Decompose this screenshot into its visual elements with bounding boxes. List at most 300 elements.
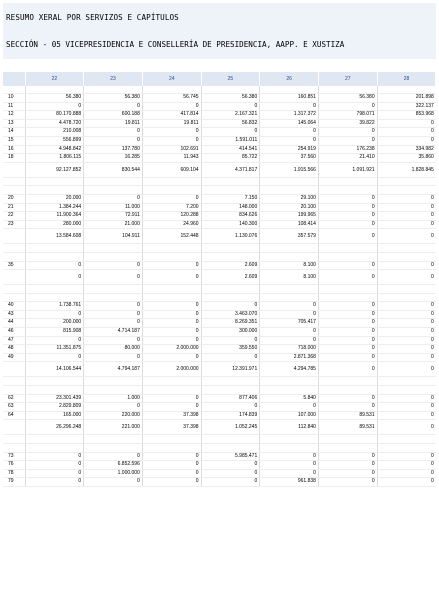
row-code-cell [3,435,25,444]
value-cell: 0 [201,461,260,470]
value-cell: 14.106.544 [25,362,84,377]
value-cell [377,444,436,453]
value-cell: 2.871.368 [260,353,319,362]
row-code-cell: 15 [3,136,25,145]
value-cell: 0 [260,452,319,461]
row-code-cell [3,377,25,386]
value-cell: 39.822 [318,119,377,128]
value-cell: 300.000 [201,328,260,337]
value-cell [25,177,84,186]
value-cell: 0 [142,336,201,345]
spacer-row [3,244,436,253]
value-cell: 80.170.888 [25,111,84,120]
value-cell: 5.985.471 [201,452,260,461]
value-cell [318,377,377,386]
value-cell [318,293,377,302]
value-cell: 174.839 [201,411,260,420]
value-cell: 0 [25,461,84,470]
value-cell: 102.691 [142,145,201,154]
row-code-cell [3,252,25,261]
row-code-cell: 79 [3,478,25,487]
value-cell: 92.127.852 [25,162,84,177]
value-cell: 0 [260,302,319,311]
table-row [3,353,436,362]
value-cell [260,435,319,444]
row-code-cell [3,244,25,253]
value-cell: 107.000 [260,411,319,420]
row-code-cell: 14 [3,128,25,137]
row-code-cell [3,293,25,302]
value-cell [142,386,201,395]
summary-table [3,72,436,487]
value-cell: 359.550 [201,345,260,354]
value-cell: 210.008 [25,128,84,137]
value-cell: 0 [142,261,201,270]
value-cell: 0 [84,319,143,328]
value-cell: 0 [318,220,377,229]
spacer-row [3,293,436,302]
value-cell: 0 [201,302,260,311]
value-cell: 0 [84,478,143,487]
value-cell: 1.915.566 [260,162,319,177]
value-cell: 0 [201,336,260,345]
value-cell: 37.560 [260,154,319,163]
value-cell: 877.406 [201,394,260,403]
value-cell: 0 [377,220,436,229]
column-header: 23 [84,72,143,86]
value-cell: 112.840 [260,420,319,435]
value-cell: 1.806.115 [25,154,84,163]
value-cell: 12.391.971 [201,362,260,377]
value-cell: 19.811 [142,119,201,128]
row-code-cell [3,420,25,435]
value-cell [25,244,84,253]
value-cell: 705.417 [260,319,319,328]
value-cell: 0 [377,136,436,145]
value-cell [318,86,377,94]
report-header [3,3,436,59]
spacer-row [3,377,436,386]
value-cell: 3.463.070 [201,310,260,319]
value-cell: 0 [260,403,319,412]
value-cell: 0 [377,362,436,377]
value-cell: 417.814 [142,111,201,120]
value-cell: 8.100 [260,261,319,270]
value-cell: 0 [318,270,377,285]
value-cell: 0 [377,119,436,128]
row-code-cell: 11 [3,102,25,111]
table-row [3,310,436,319]
value-cell [201,177,260,186]
value-cell: 1.828.845 [377,162,436,177]
value-cell: 4.371.817 [201,162,260,177]
value-cell: 0 [142,403,201,412]
value-cell [260,186,319,195]
spacer-row [3,177,436,186]
row-code-cell: 40 [3,302,25,311]
spacer-row [3,435,436,444]
value-cell: 0 [84,270,143,285]
value-cell: 1.000 [84,394,143,403]
row-code-cell: 73 [3,452,25,461]
value-cell: 56.380 [201,94,260,103]
column-header: 28 [377,72,436,86]
value-cell: 56.380 [318,94,377,103]
value-cell: 0 [84,336,143,345]
row-code-cell: 13 [3,119,25,128]
table-row [3,220,436,229]
value-cell: 961.838 [260,478,319,487]
table-row [3,145,436,154]
value-cell: 0 [25,452,84,461]
value-cell: 220.000 [84,411,143,420]
value-cell: 0 [377,469,436,478]
value-cell [25,444,84,453]
row-code-cell: 22 [3,212,25,221]
value-cell [84,444,143,453]
value-cell: 0 [25,478,84,487]
table-row [3,403,436,412]
value-cell: 0 [377,194,436,203]
value-cell: 0 [377,229,436,244]
value-cell: 609.104 [142,162,201,177]
value-cell [84,293,143,302]
value-cell: 21.410 [318,154,377,163]
row-code-cell: 10 [3,94,25,103]
value-cell: 0 [318,353,377,362]
value-cell [377,386,436,395]
row-code-cell: 20 [3,194,25,203]
value-cell [377,252,436,261]
value-cell [377,244,436,253]
value-cell [84,435,143,444]
table-row [3,394,436,403]
row-code-cell [3,162,25,177]
value-cell: 0 [142,128,201,137]
value-cell: 0 [84,310,143,319]
value-cell: 0 [318,310,377,319]
value-cell: 20.100 [260,203,319,212]
value-cell: 0 [260,469,319,478]
value-cell: 0 [84,136,143,145]
value-cell [377,435,436,444]
column-header: 26 [260,72,319,86]
value-cell: 0 [142,328,201,337]
row-code-cell [3,177,25,186]
value-cell [260,377,319,386]
report-section: SECCIÓN - 05 VICEPRESIDENCIA E CONSELLERÍA DE PRESIDENCIA, AAPP. E XUSTIZA [6,40,345,49]
value-cell: 0 [318,128,377,137]
value-cell [201,252,260,261]
spacer-row [3,386,436,395]
value-cell: 1.091.921 [318,162,377,177]
value-cell: 718.000 [260,345,319,354]
value-cell: 0 [377,403,436,412]
value-cell [25,377,84,386]
value-cell: 1.052.245 [201,420,260,435]
value-cell [142,293,201,302]
value-cell [25,186,84,195]
value-cell: 0 [142,478,201,487]
value-cell: 0 [142,353,201,362]
value-cell [142,377,201,386]
value-cell [318,285,377,294]
value-cell: 0 [84,194,143,203]
value-cell: 0 [84,302,143,311]
value-cell: 0 [377,270,436,285]
table-row [3,261,436,270]
value-cell [84,177,143,186]
value-cell: 0 [318,194,377,203]
value-cell: 0 [142,310,201,319]
table-row [3,328,436,337]
value-cell: 834.626 [201,212,260,221]
value-cell: 4.794.187 [84,362,143,377]
row-code-cell: 78 [3,469,25,478]
value-cell: 13.584.608 [25,229,84,244]
value-cell [318,244,377,253]
row-code-cell: 12 [3,111,25,120]
table-row [3,469,436,478]
value-cell: 201.898 [377,94,436,103]
value-cell: 56.832 [201,119,260,128]
value-cell: 0 [84,353,143,362]
row-code-cell [3,285,25,294]
value-cell: 0 [84,261,143,270]
value-cell: 0 [260,461,319,470]
row-code-cell: 16 [3,145,25,154]
value-cell: 0 [260,102,319,111]
value-cell [201,86,260,94]
value-cell: 1.591.011 [201,136,260,145]
value-cell: 0 [377,394,436,403]
value-cell: 4.948.842 [25,145,84,154]
value-cell: 815.908 [25,328,84,337]
table-row [3,452,436,461]
value-cell [142,252,201,261]
value-cell: 1.000.000 [84,469,143,478]
value-cell: 0 [377,310,436,319]
value-cell: 0 [377,319,436,328]
value-cell: 5.840 [260,394,319,403]
subtotal-row [3,420,436,435]
value-cell: 145.064 [260,119,319,128]
report-title: RESUMO XERAL POR SERVIZOS E CAPÍTULOS [6,13,179,22]
value-cell: 11.943 [142,154,201,163]
value-cell: 2.829.809 [25,403,84,412]
row-code-cell: 43 [3,310,25,319]
value-cell [142,244,201,253]
value-cell: 556.899 [25,136,84,145]
value-cell: 37.398 [142,420,201,435]
value-cell [142,86,201,94]
value-cell: 2.167.321 [201,111,260,120]
value-cell: 0 [377,212,436,221]
value-cell: 2.609 [201,261,260,270]
value-cell [318,386,377,395]
value-cell: 148.000 [201,203,260,212]
value-cell [201,285,260,294]
value-cell: 0 [25,261,84,270]
value-cell [377,293,436,302]
row-code-cell [3,386,25,395]
value-cell: 0 [377,128,436,137]
value-cell: 200.000 [25,319,84,328]
value-cell [377,177,436,186]
value-cell: 0 [142,194,201,203]
value-cell [84,285,143,294]
column-header-code [3,72,25,86]
value-cell: 0 [377,336,436,345]
value-cell: 0 [318,394,377,403]
value-cell: 0 [142,452,201,461]
row-code-cell: 49 [3,353,25,362]
column-header: 27 [318,72,377,86]
value-cell: 600.188 [84,111,143,120]
value-cell: 0 [142,319,201,328]
column-header: 22 [25,72,84,86]
value-cell: 11.900.364 [25,212,84,221]
value-cell: 85.722 [201,154,260,163]
value-cell [25,293,84,302]
value-cell: 0 [377,345,436,354]
value-cell: 0 [142,302,201,311]
value-cell: 104.911 [84,229,143,244]
spacer-row [3,285,436,294]
value-cell: 56.380 [84,94,143,103]
row-code-cell: 44 [3,319,25,328]
row-code-cell: 35 [3,261,25,270]
value-cell: 0 [377,328,436,337]
row-code-cell [3,86,25,94]
row-code-cell: 62 [3,394,25,403]
row-code-cell: 46 [3,328,25,337]
value-cell: 152.448 [142,229,201,244]
row-code-cell [3,270,25,285]
value-cell: 89.531 [318,411,377,420]
value-cell: 35.860 [377,154,436,163]
value-cell: 414.541 [201,145,260,154]
value-cell: 0 [201,403,260,412]
value-cell [260,386,319,395]
value-cell: 0 [318,302,377,311]
value-cell: 2.000.000 [142,362,201,377]
value-cell: 0 [25,270,84,285]
table-row [3,136,436,145]
value-cell: 0 [318,345,377,354]
value-cell: 0 [377,353,436,362]
value-cell: 89.531 [318,420,377,435]
value-cell: 0 [318,362,377,377]
value-cell: 16.285 [84,154,143,163]
value-cell: 0 [318,212,377,221]
table-row [3,345,436,354]
value-cell [318,444,377,453]
value-cell: 0 [318,452,377,461]
table-row [3,336,436,345]
value-cell: 0 [318,261,377,270]
value-cell: 322.137 [377,102,436,111]
value-cell: 21.000 [84,220,143,229]
value-cell [142,186,201,195]
value-cell: 0 [142,394,201,403]
value-cell [201,435,260,444]
table-row [3,128,436,137]
subtotal-row [3,362,436,377]
row-code-cell: 21 [3,203,25,212]
value-cell: 0 [201,353,260,362]
value-cell: 0 [260,136,319,145]
value-cell: 2.000.000 [142,345,201,354]
value-cell: 6.852.596 [84,461,143,470]
table-row [3,102,436,111]
spacer-row [3,186,436,195]
value-cell [260,293,319,302]
value-cell: 2.609 [201,270,260,285]
value-cell [377,86,436,94]
value-cell: 0 [318,102,377,111]
value-cell: 0 [142,102,201,111]
value-cell: 0 [201,478,260,487]
value-cell [201,377,260,386]
value-cell: 0 [318,203,377,212]
value-cell [201,386,260,395]
value-cell: 80.000 [84,345,143,354]
value-cell: 0 [260,310,319,319]
value-cell: 0 [377,261,436,270]
value-cell: 4.714.187 [84,328,143,337]
value-cell: 7.200 [142,203,201,212]
spacer-row [3,252,436,261]
value-cell [260,86,319,94]
table-row [3,154,436,163]
value-cell: 56.380 [25,94,84,103]
row-code-cell [3,362,25,377]
row-code-cell: 64 [3,411,25,420]
row-code-cell: 48 [3,345,25,354]
table-row [3,302,436,311]
value-cell: 280.000 [25,220,84,229]
value-cell: 1.130.076 [201,229,260,244]
value-cell: 1.384.244 [25,203,84,212]
value-cell: 11.000 [84,203,143,212]
subtotal-row [3,229,436,244]
value-cell: 254.919 [260,145,319,154]
value-cell [377,377,436,386]
value-cell: 8.269.351 [201,319,260,328]
value-cell [84,244,143,253]
value-cell: 0 [25,336,84,345]
value-cell: 140.300 [201,220,260,229]
value-cell [201,244,260,253]
value-cell: 29.100 [260,194,319,203]
value-cell: 0 [84,452,143,461]
value-cell [142,435,201,444]
value-cell: 0 [318,328,377,337]
value-cell: 0 [260,328,319,337]
value-cell [25,285,84,294]
table-row [3,111,436,120]
value-cell: 0 [201,469,260,478]
value-cell: 0 [318,403,377,412]
value-cell: 0 [25,469,84,478]
value-cell: 0 [318,469,377,478]
table-row [3,478,436,487]
value-cell: 0 [201,128,260,137]
value-cell: 0 [377,420,436,435]
value-cell: 798.071 [318,111,377,120]
value-cell: 20.000 [25,194,84,203]
